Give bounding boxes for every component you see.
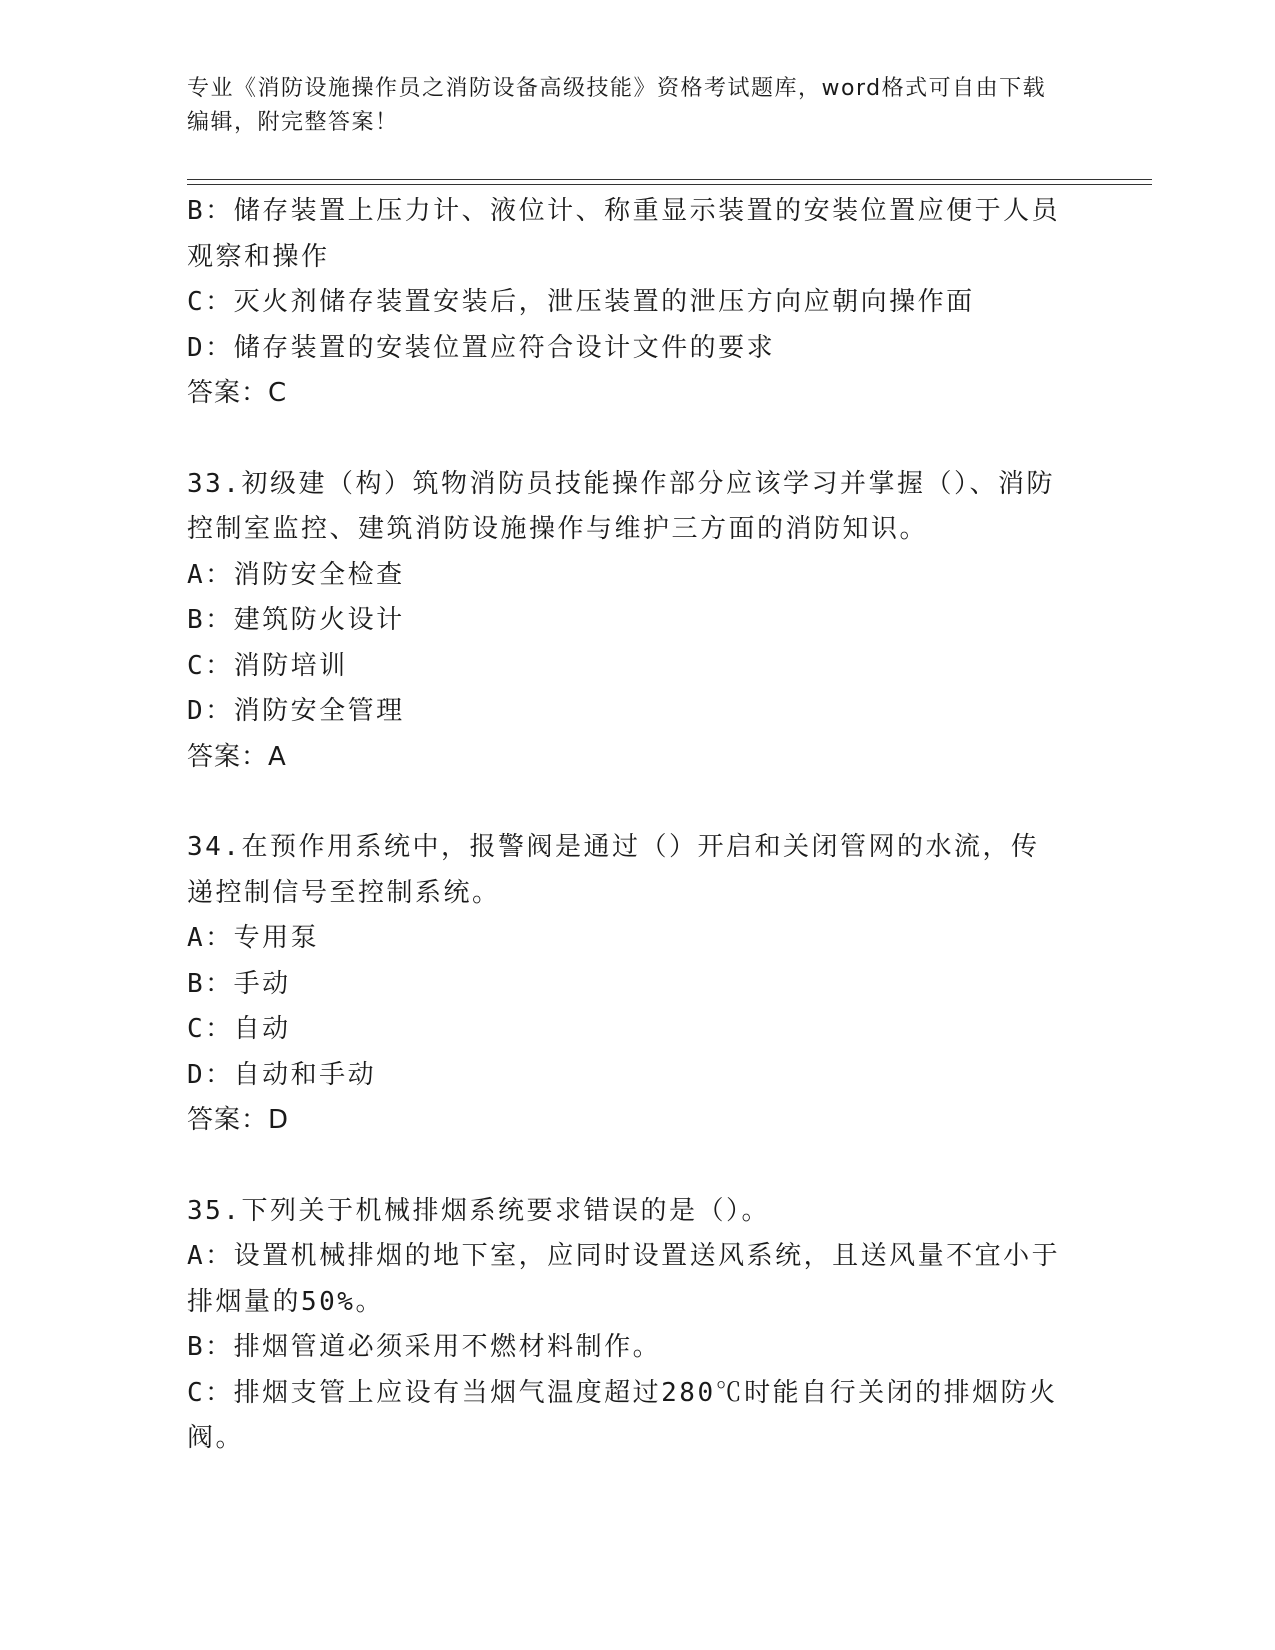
answer-line: 答案：D bbox=[187, 1105, 290, 1135]
option-b: B：手动 bbox=[187, 968, 291, 999]
option-c: C：自动 bbox=[187, 1014, 291, 1044]
spacer bbox=[187, 1144, 1067, 1189]
answer-line: 答案：C bbox=[187, 378, 288, 408]
question-stem: 34.在预作用系统中，报警阀是通过（）开启和关闭管网的水流，传递控制信号至控制系统。 bbox=[187, 832, 1040, 908]
option-b: B：建筑防火设计 bbox=[187, 605, 405, 635]
spacer bbox=[187, 417, 1067, 462]
option-d: D：储存装置的安装位置应符合设计文件的要求 bbox=[187, 332, 776, 363]
option-c: C：灭火剂储存装置安装后，泄压装置的泄压方向应朝向操作面 bbox=[187, 287, 975, 317]
question-34 bbox=[187, 825, 1067, 1144]
continued-question bbox=[187, 189, 1067, 417]
option-a: A：消防安全检查 bbox=[187, 559, 405, 590]
option-c: C：消防培训 bbox=[187, 650, 348, 681]
answer-line: 答案：A bbox=[187, 741, 287, 772]
option-a: A：专用泵 bbox=[187, 923, 320, 953]
option-d: D：消防安全管理 bbox=[187, 696, 405, 726]
document-body bbox=[187, 189, 1067, 1462]
question-stem: 33.初级建（构）筑物消防员技能操作部分应该学习并掌握（）、消防控制室监控、建筑消防设施操作与维护三方面的消防知识。 bbox=[187, 468, 1055, 544]
option-d: D：自动和手动 bbox=[187, 1059, 377, 1090]
page-header: 专业《消防设施操作员之消防设备高级技能》资格考试题库，word格式可自由下载编辑，附完整答案！ bbox=[187, 76, 1047, 135]
option-b: B：储存装置上压力计、液位计、称重显示装置的安装位置应便于人员观察和操作 bbox=[187, 196, 1061, 272]
header-rule-bottom bbox=[187, 184, 1152, 185]
option-a: A：设置机械排烟的地下室，应同时设置送风系统，且送风量不宜小于排烟量的50%。 bbox=[187, 1241, 1061, 1317]
header-rule-top bbox=[187, 179, 1152, 180]
question-stem: 35.下列关于机械排烟系统要求错误的是（）。 bbox=[187, 1195, 770, 1226]
spacer bbox=[187, 780, 1067, 825]
option-c: C：排烟支管上应设有当烟气温度超过280℃时能自行关闭的排烟防火阀。 bbox=[187, 1377, 1058, 1453]
question-33 bbox=[187, 462, 1067, 781]
question-35 bbox=[187, 1189, 1067, 1462]
option-b: B：排烟管道必须采用不燃材料制作。 bbox=[187, 1332, 662, 1362]
